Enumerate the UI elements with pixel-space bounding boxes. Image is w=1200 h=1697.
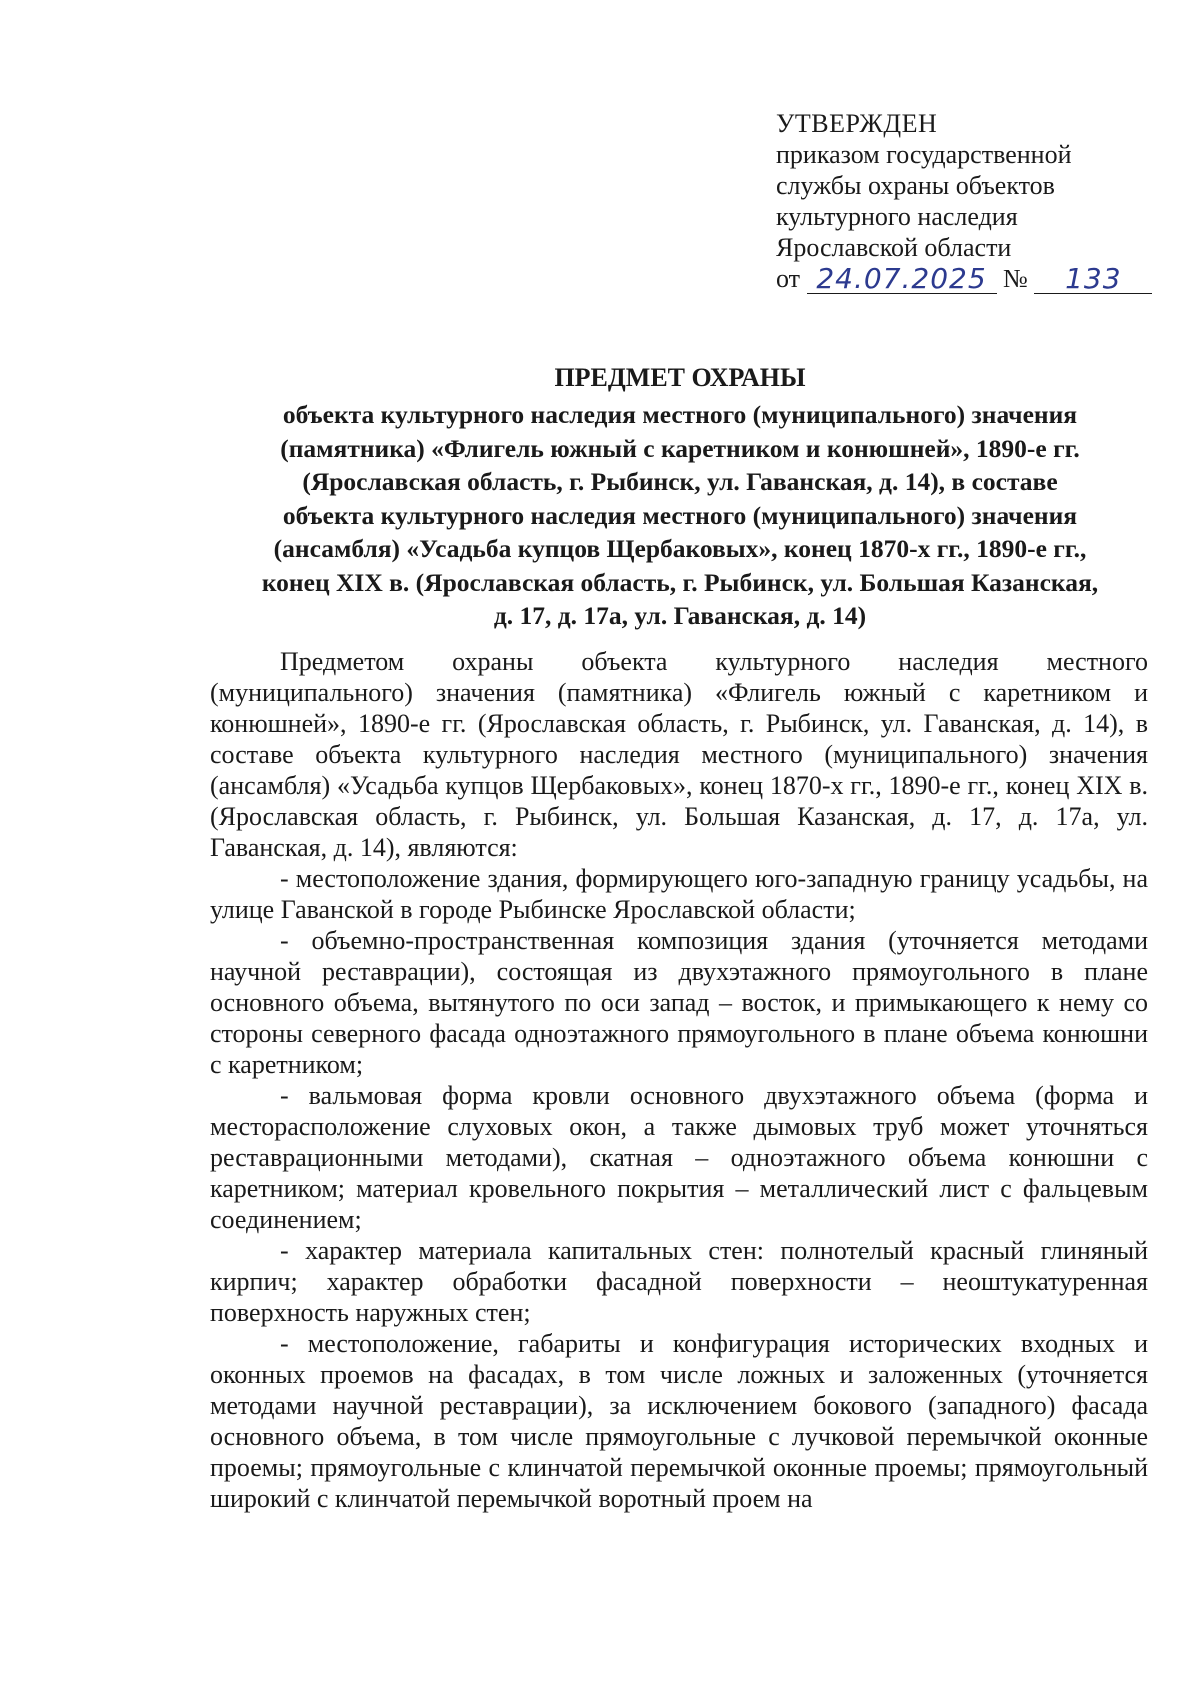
- subtitle-line-4: объекта культурного наследия местного (муниципального) значения: [282, 500, 1078, 530]
- order-date-number-line: [776, 263, 1156, 297]
- order-number-field: [1034, 263, 1152, 294]
- subtitle-line-3: (Ярославская область, г. Рыбинск, ул. Гаванская, д. 14), в составе: [302, 467, 1058, 496]
- approval-stamp: [776, 108, 1156, 297]
- subtitle-line-2: (памятника) «Флигель южный с каретником и конюшней», 1890-е гг.: [280, 433, 1080, 463]
- document-subtitle: [205, 398, 1155, 633]
- subtitle-line-1: объекта культурного наследия местного (муниципального) значения: [282, 400, 1078, 429]
- approval-title: УТВЕРЖДЕН: [776, 109, 938, 138]
- list-item-composition: - объемно-пространственная композиция здания (уточняется методами научной реставрации), состоящая из двухэтажного прямоугольного в плане основного объема, вытянутого по оси запад – восток, и примыкающего к нему со стороны северного фасада одноэтажного прямоугольного в плане объема конюшни с каретником;: [210, 926, 1148, 1079]
- order-number-handwritten: 133: [1065, 262, 1122, 295]
- document-body: [210, 646, 1148, 1514]
- approval-line-2: службы охраны объектов: [776, 171, 1055, 200]
- date-prefix: от: [776, 264, 801, 293]
- list-item-openings: - местоположение, габариты и конфигурация исторических входных и оконных проемов на фасадах, в том числе ложных и заложенных (уточняется методами научной реставрации), за исключением бокового (западного) фасада основного объема, в том числе прямоугольные с лучковой перемычкой оконные проемы; прямоугольные с клинчатой перемычкой оконные проемы; прямоугольный широкий с клинчатой перемычкой воротный проем на: [210, 1329, 1148, 1513]
- order-date-field: [807, 263, 997, 294]
- approval-line-1: приказом государственной: [776, 140, 1072, 169]
- subtitle-line-6: конец XIX в. (Ярославская область, г. Рыбинск, ул. Большая Казанская,: [261, 567, 1099, 597]
- intro-paragraph: Предметом охраны объекта культурного наследия местного (муниципального) значения (памятника) «Флигель южный с каретником и конюшней», 1890-е гг. (Ярославская область, г. Рыбинск, ул. Гаванская, д. 14), в составе объекта культурного наследия местного (муниципального) значения (ансамбля) «Усадьба купцов Щербаковых», конец 1870-х гг., 1890-е гг., конец XIX в. (Ярославская область, г. Рыбинск, ул. Большая Казанская, д. 17, д. 17а, ул. Гаванская, д. 14), являются:: [210, 647, 1148, 862]
- number-sign: №: [1003, 264, 1028, 293]
- document-title: ПРЕДМЕТ ОХРАНЫ: [554, 363, 806, 392]
- list-item-location: - местоположение здания, формирующего юго-западную границу усадьбы, на улице Гаванской в городе Рыбинске Ярославской области;: [210, 864, 1148, 924]
- approval-line-4: Ярославской области: [776, 233, 1012, 262]
- subtitle-line-7: д. 17, д. 17а, ул. Гаванская, д. 14): [493, 601, 867, 630]
- list-item-walls: - характер материала капитальных стен: полнотелый красный глиняный кирпич; характер обработки фасадной поверхности – неоштукатуренная поверхность наружных стен;: [210, 1236, 1148, 1327]
- subtitle-line-5: (ансамбля) «Усадьба купцов Щербаковых», конец 1870-х гг., 1890-е гг.,: [273, 534, 1087, 563]
- approval-line-3: культурного наследия: [776, 202, 1018, 231]
- order-date-handwritten: 24.07.2025: [816, 262, 987, 295]
- list-item-roof: - вальмовая форма кровли основного двухэтажного объема (форма и месторасположение слуховых окон, а также дымовых труб может уточняться реставрационными методами), скатная – одноэтажного объема конюшни с каретником; материал кровельного покрытия – металлический лист с фальцевым соединением;: [210, 1081, 1148, 1234]
